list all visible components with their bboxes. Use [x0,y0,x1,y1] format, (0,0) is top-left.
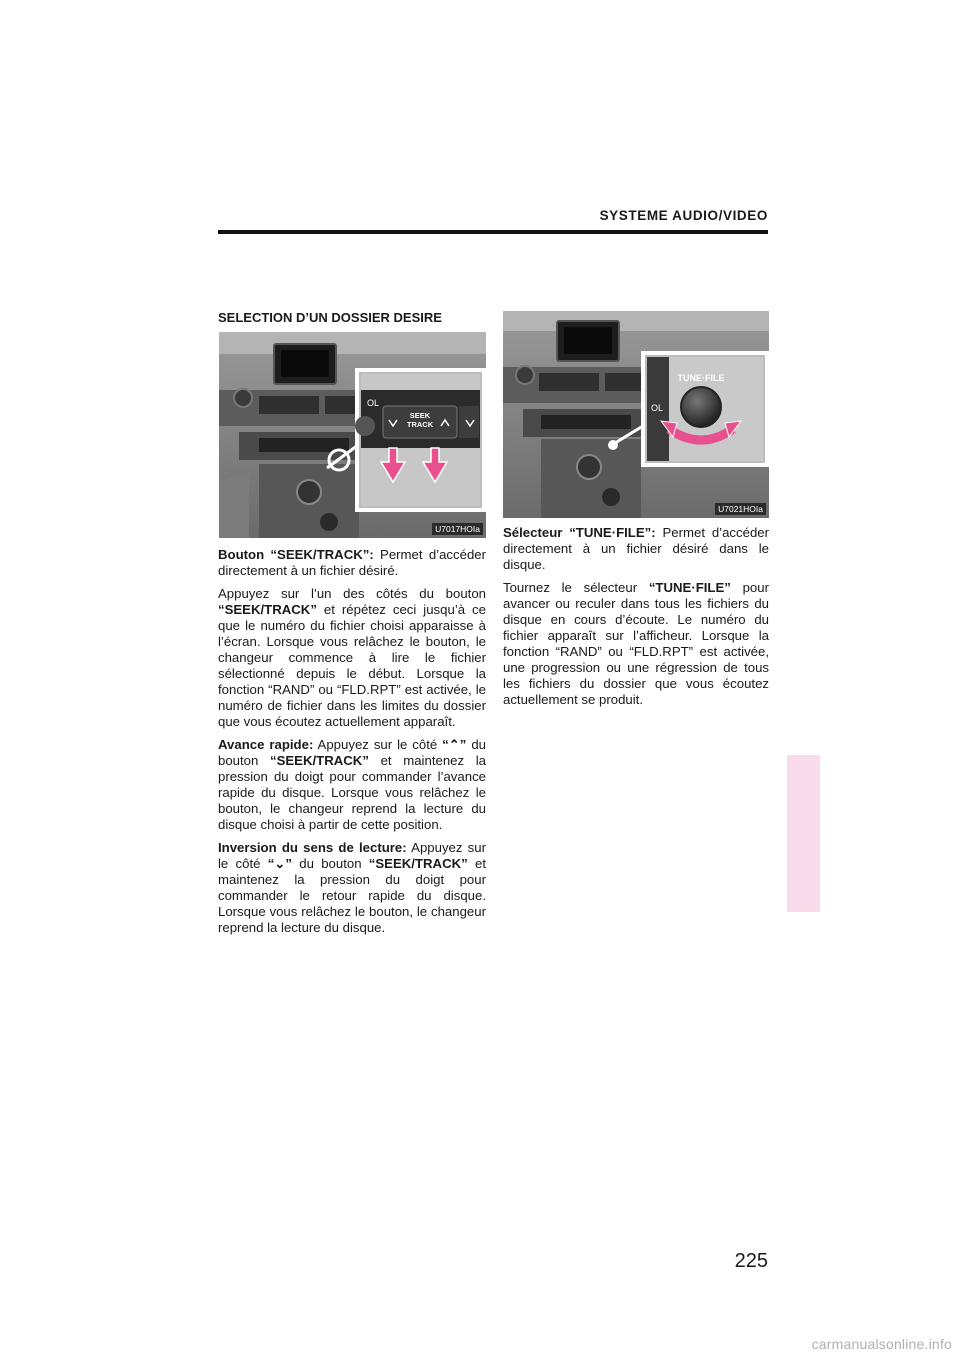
paragraph: Sélecteur “TUNE·FILE”: Permet d’accéder directement à un fichier désiré dans le disque. [503,525,770,572]
page-number: 225 [734,1250,768,1272]
left-column [218,547,486,943]
header-rule [218,230,768,234]
paragraph: Appuyez sur l’un des côtés du bouton “SEEK/TRACK” et répétez ceci jusqu’à ce que le numéro du fichier choisi apparaisse à l’écran. Lorsque vous relâchez le bouton, le changeur commence à lire le fichier sélectionné depuis le début. Lorsque la fonction “RAND” ou “FLD.RPT” est activée, le numéro de fichier dans les limites du dossier que vous écoutez actuellement apparaît. [218,586,486,729]
watermark: carmanualsonline.info [811,1336,952,1352]
right-column [503,525,769,715]
down-chevron-symbol: “⌄” [267,856,292,871]
track-label: TRACK [406,420,434,429]
dashboard-illustration [503,311,769,518]
vol-label: OL [367,398,380,408]
figure-code: U7017HOIa [432,523,483,535]
tune-file-knob-icon [681,387,721,427]
dashboard-illustration [219,332,486,538]
paragraph: Bouton “SEEK/TRACK”: Permet d’accéder directement à un fichier désiré. [218,547,486,578]
seek-label: SEEK [409,411,431,420]
paragraph: Inversion du sens de lecture: Appuyez sur le côté “⌄” du bouton “SEEK/TRACK” et maintenez la pression du doigt pour commander le retour rapide du disque. Lorsque vous relâchez le bouton, le changeur reprend la lecture du disque. [218,840,486,935]
running-header: SYSTEME AUDIO/VIDEO [599,208,768,223]
seek-track-figure [219,332,486,538]
chapter-tab [787,755,820,912]
section-title: SELECTION D’UN DOSSIER DESIRE [218,310,442,325]
up-chevron-symbol: “⌃” [442,737,467,752]
tune-file-figure [503,311,769,518]
paragraph: Tournez le sélecteur “TUNE·FILE” pour avancer ou reculer dans tous les fichiers du disque en cours d’écoute. Le numéro du fichier apparaît sur l’afficheur. Lorsque la fonction “RAND” ou “FLD.RPT” est activée, une progression ou une régression de tous les fichiers du dossier que vous écoutez actuellement se produit. [503,580,769,707]
vol-label: OL [651,403,664,413]
figure-code: U7021HOIa [715,503,766,515]
paragraph: Avance rapide: Appuyez sur le côté “⌃” du bouton “SEEK/TRACK” et maintenez la pression du doigt pour commander l’avance rapide du disque. Lorsque vous relâchez le bouton, le changeur reprend la lecture du disque choisi à partir de cette position. [218,737,486,832]
tune-file-label: TUNE·FILE [677,373,725,383]
